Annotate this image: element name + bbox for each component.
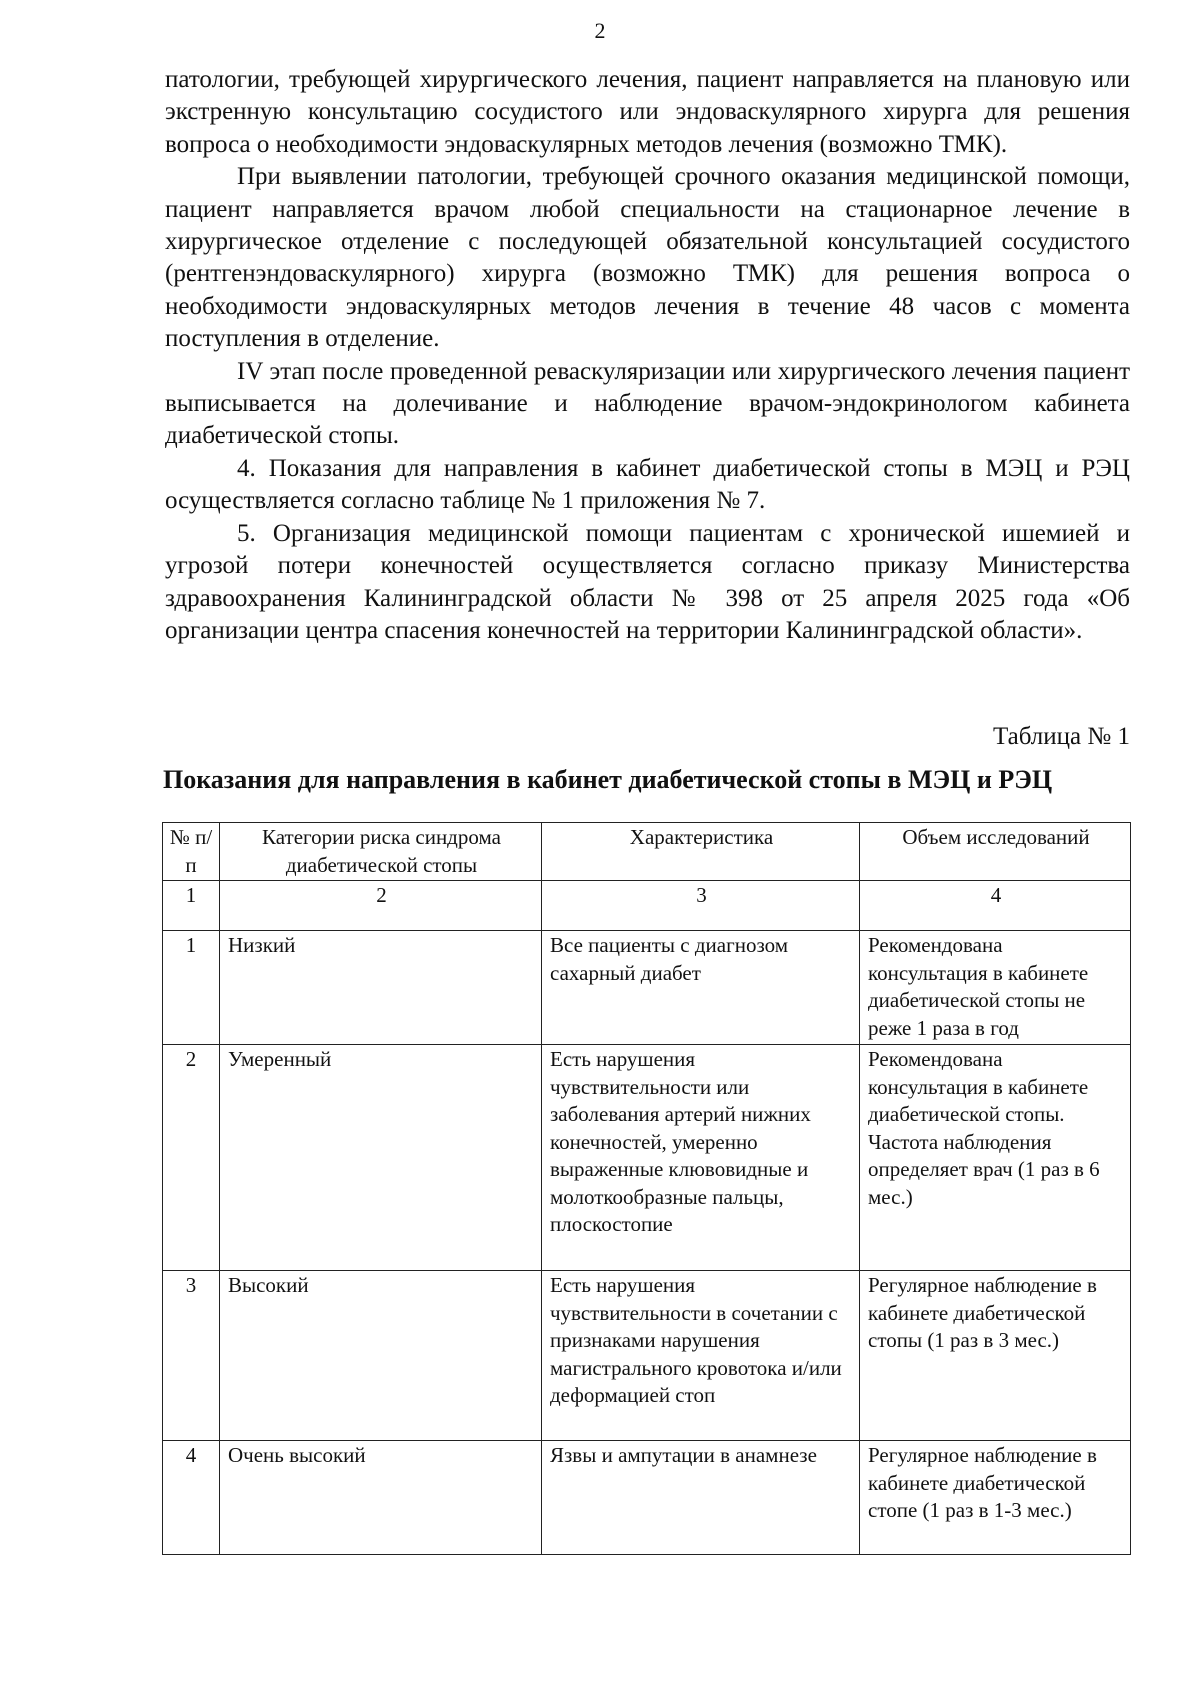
row-category: Очень высокий: [220, 1441, 542, 1555]
table-row: [163, 1045, 1131, 1271]
table-row: [163, 931, 1131, 1045]
table-header-row: [163, 823, 1131, 881]
row-category: Низкий: [220, 931, 542, 1045]
row-number: 2: [163, 1045, 220, 1271]
table-row: [163, 1441, 1131, 1555]
table-index-row: [163, 881, 1131, 931]
row-number: 1: [163, 931, 220, 1045]
row-scope: Рекомендована консультация в кабинете диабетической стопы не реже 1 раза в год: [860, 931, 1131, 1045]
header-cell-number: № п/п: [163, 823, 220, 881]
index-cell: 1: [163, 881, 220, 931]
paragraph: 4. Показания для направления в кабинет диабетической стопы в МЭЦ и РЭЦ осуществляется согласно таблице № 1 приложения № 7.: [165, 454, 1130, 515]
body-text: [165, 64, 1130, 647]
page-number: 2: [594, 18, 606, 43]
row-characteristic: Есть нарушения чувствительности в сочетании с признаками нарушения магистрального кровотока и/или деформацией стоп: [542, 1271, 860, 1441]
header-cell-characteristic: Характеристика: [542, 823, 860, 881]
row-characteristic: Язвы и ампутации в анамнезе: [542, 1441, 860, 1555]
index-cell: 2: [220, 881, 542, 931]
row-scope: Рекомендована консультация в кабинете диабетической стопы. Частота наблюдения определяет врач (1 раз в 6 мес.): [860, 1045, 1131, 1271]
index-cell: 4: [860, 881, 1131, 931]
table-number-label: Таблица № 1: [992, 723, 1130, 750]
row-characteristic: Все пациенты с диагнозом сахарный диабет: [542, 931, 860, 1045]
index-cell: 3: [542, 881, 860, 931]
row-scope: Регулярное наблюдение в кабинете диабетической стопе (1 раз в 1-3 мес.): [860, 1441, 1131, 1555]
header-cell-scope: Объем исследований: [860, 823, 1131, 881]
row-characteristic: Есть нарушения чувствительности или заболевания артерий нижних конечностей, умеренно выраженные клювовидные и молоткообразные пальцы, плоскостопие: [542, 1045, 860, 1271]
row-number: 4: [163, 1441, 220, 1555]
paragraph: IV этап после проведенной реваскуляризации или хирургического лечения пациент выписывается на долечивание и наблюдение врачом-эндокринологом кабинета диабетической стопы.: [165, 357, 1130, 450]
row-category: Умеренный: [220, 1045, 542, 1271]
paragraph: 5. Организация медицинской помощи пациентам с хронической ишемией и угрозой потери конечностей осуществляется согласно приказу Министерства здравоохранения Калининградской области № 398 от 25 апреля 2025 года «Об организации центра спасения конечностей на территории Калининградской области».: [165, 519, 1130, 644]
paragraph: патологии, требующей хирургического лечения, пациент направляется на плановую или экстренную консультацию сосудистого или эндоваскулярного хирурга для решения вопроса о необходимости эндоваскулярных методов лечения (возможно ТМК).: [165, 66, 1130, 158]
row-scope: Регулярное наблюдение в кабинете диабетической стопы (1 раз в 3 мес.): [860, 1271, 1131, 1441]
row-category: Высокий: [220, 1271, 542, 1441]
row-number: 3: [163, 1271, 220, 1441]
header-cell-category: Категории риска синдрома диабетической стопы: [220, 823, 542, 881]
paragraph: При выявлении патологии, требующей срочного оказания медицинской помощи, пациент направляется врачом любой специальности на стационарное лечение в хирургическое отделение с последующей обязательной консультацией сосудистого (рентгенэндоваскулярного) хирурга (возможно ТМК) для решения вопроса о необходимости эндоваскулярных методов лечения в течение 48 часов с момента поступления в отделение.: [165, 163, 1130, 353]
indications-table: [162, 822, 1131, 1555]
table-row: [163, 1271, 1131, 1441]
table-title: Показания для направления в кабинет диабетической стопы в МЭЦ и РЭЦ: [163, 765, 1053, 794]
